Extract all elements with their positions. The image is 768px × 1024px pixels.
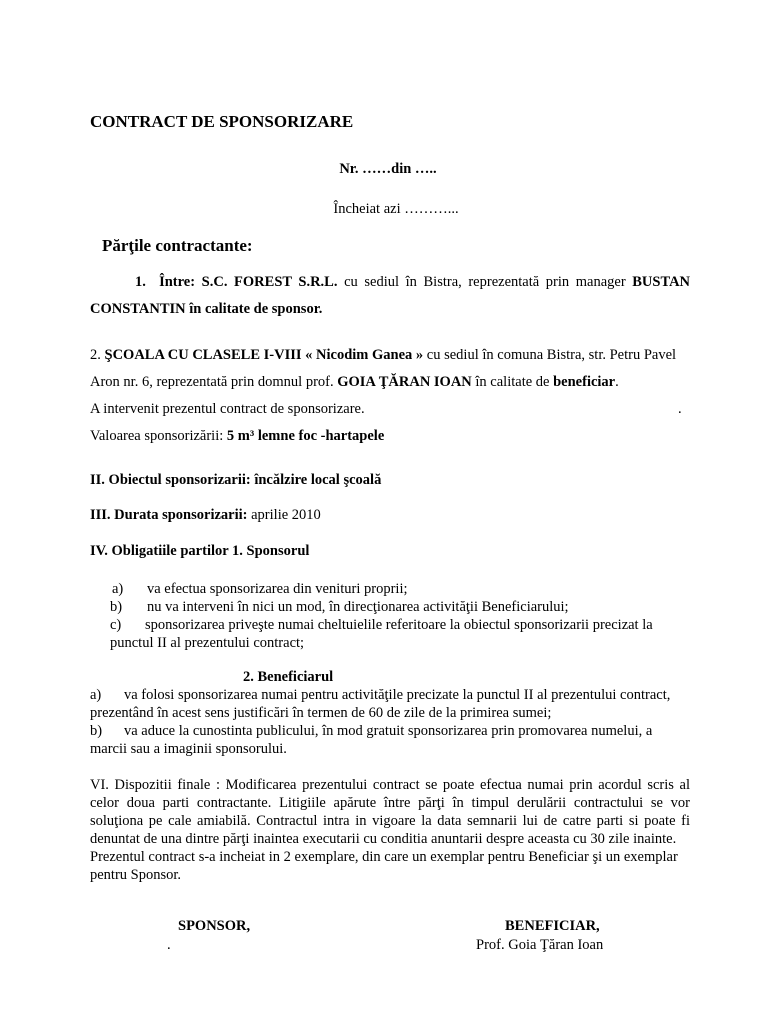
list-item [110, 580, 670, 598]
beneficiary-signatory-name: Prof. Goia Ţăran Ioan [476, 937, 604, 953]
party-2-paragraph [90, 342, 690, 450]
value-amount: 5 m³ lemne foc -hartapele [226, 428, 385, 444]
obligations-heading: IV. Obligatiile partilor 1. Sponsorul [90, 543, 310, 559]
party-1-name: Între: S.C. FOREST S.R.L. [159, 274, 338, 290]
list-item [110, 616, 670, 652]
list-item-label: a) [90, 687, 102, 703]
sponsor-obligations-list [110, 580, 670, 652]
list-item [90, 686, 690, 722]
final-provisions [90, 776, 690, 884]
beneficiary-signature-label: BENEFICIAR, [505, 918, 600, 934]
party-1-paragraph [90, 269, 690, 323]
sponsor-signature-label: SPONSOR, [178, 918, 251, 934]
list-item-label: b) [90, 723, 103, 739]
intervened-line: A intervenit prezentul contract de sponsorizare. [90, 401, 365, 417]
party-2-number: 2. [90, 347, 105, 363]
list-item-label: c) [110, 617, 122, 633]
duration-value: aprilie 2010 [247, 507, 321, 523]
copies-text: Prezentul contract s-a incheiat in 2 exemplare, din care un exemplar pentru Beneficiar şi un exemplar pentru Sponsor. [90, 849, 678, 883]
list-item-text: va efectua sponsorizarea din venituri proprii; [147, 581, 408, 597]
object-line: II. Obiectul sponsorizarii: încălzire local şcoală [90, 472, 382, 488]
party-1-number: 1. [135, 274, 146, 290]
duration-line [90, 506, 690, 524]
beneficiary-heading: 2. Beneficiarul [243, 669, 334, 685]
party-2-name: ŞCOALA CU CLASELE I-VIII « Nicodim Ganea » [104, 347, 424, 363]
parties-heading: Părţile contractante: [102, 236, 253, 255]
contract-number: Nr. ……din ….. [339, 161, 437, 177]
concluded-date: Încheiat azi ………... [333, 201, 459, 217]
value-label: Valoarea sponsorizării: [90, 428, 227, 444]
list-item [110, 598, 670, 616]
party-2-text-2: în calitate de [471, 374, 554, 390]
beneficiary-obligations-list [90, 686, 690, 758]
party-2-text-1: cu sediul în comuna Bistra, str. Petru Pavel Aron nr. 6, reprezentată prin domnul prof. [90, 347, 677, 390]
intervened-dot: . [678, 401, 682, 417]
party-1-text: cu sediul în Bistra, reprezentată prin manager [337, 274, 633, 290]
list-item-text: nu va interveni în nici un mod, în direcţionarea activităţii Beneficiarului; [147, 599, 569, 615]
party-1-representative: BUSTAN CONSTANTIN în calitate de sponsor. [90, 274, 691, 317]
list-item-label: a) [112, 581, 124, 597]
list-item-text: va folosi sponsorizarea numai pentru activităţile precizate la punctul II al prezentului contract, prezentând în acest sens justificări în termen de 60 de zile de la primirea sumei; [90, 687, 671, 721]
document-title: CONTRACT DE SPONSORIZARE [90, 112, 354, 131]
list-item-label: b) [110, 599, 123, 615]
party-2-end: . [615, 374, 619, 390]
final-provisions-text: VI. Dispozitii finale : Modificarea prezentului contract se poate efectua numai prin acordul scris al celor doua parti contractante. Litigiile apărute între părţi în timpul derulării contractului se vor soluţiona pe cale amiabilă. Contractul intra in vigoare la data semnarii lui de catre parti si poate fi denuntat de una dintre părţi inaintea executarii cu conditia anuntarii despre aceasta cu 30 zile inainte. [90, 777, 690, 847]
duration-label: III. Durata sponsorizarii: [90, 507, 248, 523]
list-item [90, 722, 690, 758]
sponsor-signature-line: . [167, 937, 171, 953]
party-2-role: beneficiar [553, 374, 616, 390]
list-item-text: va aduce la cunostinta publicului, în mod gratuit sponsorizarea prin promovarea numelui, a marcii sau a imaginii sponsorului. [90, 723, 653, 757]
party-2-representative: GOIA ŢĂRAN IOAN [337, 374, 472, 390]
list-item-text: sponsorizarea priveşte numai cheltuielile referitoare la obiectul sponsorizarii precizat la punctul II al prezentului contract; [110, 617, 653, 651]
